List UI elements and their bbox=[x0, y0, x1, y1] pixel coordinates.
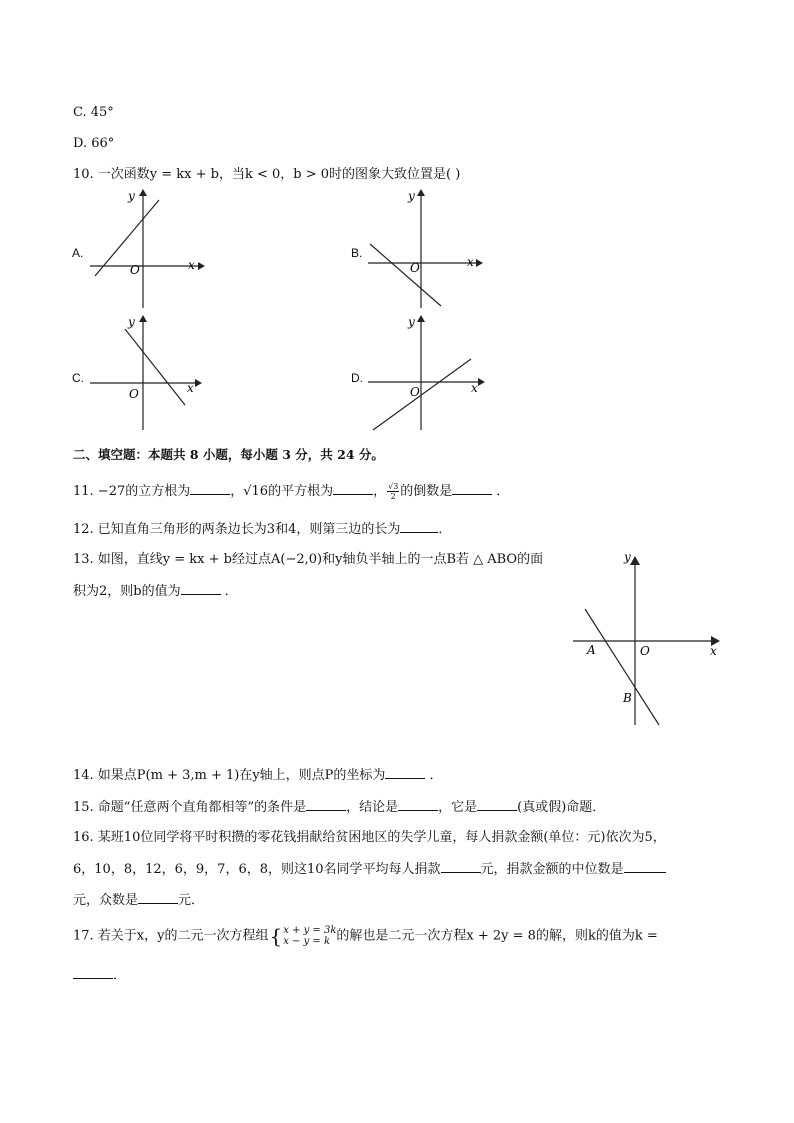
q17-end: ． bbox=[113, 968, 127, 983]
q14-text: 14. 如果点P(m + 3,m + 1)在y轴上，则点P的坐标为 bbox=[73, 768, 386, 783]
q10-option-d-graph bbox=[363, 314, 488, 434]
q11-end: ． bbox=[496, 484, 510, 499]
q16-line2 bbox=[73, 860, 666, 879]
q17-brace: { bbox=[269, 924, 283, 948]
q12-line bbox=[73, 520, 451, 539]
q17-part2: 的解也是二元一次方程x + 2y = 8的解，则k的值为k = bbox=[336, 928, 658, 944]
q11-frac-num: √3 bbox=[388, 482, 399, 491]
q16-line3 bbox=[73, 891, 204, 910]
q10-stem: 10. 一次函数y = kx + b，当k < 0，b > 0时的图象大致位置是( ) bbox=[73, 167, 461, 182]
q15-part4: (真或假)命题． bbox=[517, 800, 606, 815]
q17-eq2: x − y = k bbox=[283, 936, 331, 947]
q10-option-a-graph bbox=[85, 188, 205, 313]
q13-figure bbox=[565, 545, 730, 730]
q16-line2b: 元，捐款金额的中位数是 bbox=[480, 862, 624, 877]
q12-text: 12. 已知直角三角形的两条边长为3和4，则第三边的长为 bbox=[73, 522, 401, 537]
q13-axis-x: x bbox=[710, 644, 717, 658]
q15-part2: ，结论是 bbox=[346, 800, 399, 815]
q15-line bbox=[73, 798, 605, 817]
section2-heading: 二、填空题：本题共 8 小题，每小题 3 分，共 24 分。 bbox=[73, 447, 384, 462]
q15-part1: 15. 命题“任意两个直角都相等”的条件是 bbox=[73, 800, 307, 815]
q15-blank-1[interactable] bbox=[306, 798, 346, 811]
q15-part3: ，它是 bbox=[438, 800, 478, 815]
q11-frac-den: 2 bbox=[390, 492, 396, 501]
q10-b-axis-y: y bbox=[408, 189, 415, 203]
q13-point-b: B bbox=[623, 691, 632, 705]
q13-line1: 13. 如图，直线y = kx + b经过点A(−2,0)和y轴负半轴上的一点B若 △ ABO的面 bbox=[73, 552, 544, 567]
q10-a-axis-x: x bbox=[188, 258, 195, 272]
q11-blank-1[interactable] bbox=[190, 482, 230, 495]
q16-line2a: 6，10，8，12，6，9，7，6，8，则这10名同学平均每人捐款 bbox=[73, 862, 441, 877]
q16-line3b: 元． bbox=[178, 893, 205, 908]
q10-a-origin: O bbox=[130, 263, 140, 277]
q9-option-d: D. 66° bbox=[73, 136, 115, 151]
q10-c-origin: O bbox=[129, 387, 139, 401]
q10-c-axis-x: x bbox=[187, 381, 194, 395]
q12-blank[interactable] bbox=[400, 520, 438, 533]
q10-option-c-graph bbox=[85, 314, 205, 434]
q13-line2 bbox=[73, 582, 238, 601]
q15-blank-3[interactable] bbox=[477, 798, 517, 811]
q11-part1: 11. −27的立方根为 bbox=[73, 484, 191, 499]
q14-line bbox=[73, 766, 442, 785]
q15-blank-2[interactable] bbox=[398, 798, 438, 811]
q13-end: ． bbox=[224, 584, 238, 599]
q13-axis-y: y bbox=[624, 550, 631, 564]
q12-end: ． bbox=[438, 522, 452, 537]
q11-part2: ，√16的平方根为 bbox=[230, 484, 334, 499]
q17-system bbox=[283, 925, 336, 947]
q11-blank-3[interactable] bbox=[452, 482, 492, 495]
q13-line2-text: 积为2，则b的值为 bbox=[73, 584, 181, 599]
q16-line3a: 元，众数是 bbox=[73, 893, 139, 908]
q16-blank-2[interactable] bbox=[624, 860, 666, 873]
q17-blank[interactable] bbox=[73, 966, 113, 979]
q9-option-c: C. 45° bbox=[73, 105, 114, 120]
q14-end: ． bbox=[429, 768, 443, 783]
q10-c-axis-y: y bbox=[128, 315, 135, 329]
q17-line bbox=[73, 925, 658, 947]
q11-line: 11. −27的立方根为 ，√16的平方根为 ， $\frac{√3}{2}$ 的倒数是 ． bbox=[73, 482, 510, 501]
q10-d-axis-x: x bbox=[471, 381, 478, 395]
q10-d-axis-y: y bbox=[408, 315, 415, 329]
q13-blank[interactable] bbox=[181, 582, 221, 595]
q17-eq1: x + y = 3k bbox=[283, 925, 337, 936]
q11-fraction bbox=[387, 482, 399, 501]
q10-d-origin: O bbox=[410, 385, 420, 399]
q10-b-origin: O bbox=[410, 261, 420, 275]
q13-point-a: A bbox=[587, 643, 596, 657]
q17-part1: 17. 若关于x，y的二元一次方程组 bbox=[73, 928, 269, 944]
q10-option-c-label: C. bbox=[72, 371, 84, 385]
q13-origin: O bbox=[640, 644, 650, 658]
q16-line1: 16. 某班10位同学将平时积攒的零花钱捐献给贫困地区的失学儿童，每人捐款金额(单位：元)依次为5， bbox=[73, 830, 666, 845]
q10-option-d-label: D. bbox=[351, 371, 363, 385]
q17-line2 bbox=[73, 966, 126, 985]
q10-a-axis-y: y bbox=[128, 189, 135, 203]
q11-part3: 的倒数是 bbox=[400, 484, 453, 499]
q11-blank-2[interactable] bbox=[333, 482, 373, 495]
q10-b-axis-x: x bbox=[467, 255, 474, 269]
q16-blank-1[interactable] bbox=[441, 860, 481, 873]
q16-blank-3[interactable] bbox=[138, 891, 178, 904]
q10-option-a-label: A. bbox=[72, 246, 84, 260]
q14-blank[interactable] bbox=[385, 766, 425, 779]
q10-option-b-graph bbox=[363, 188, 483, 313]
q10-option-b-label: B. bbox=[351, 246, 363, 260]
